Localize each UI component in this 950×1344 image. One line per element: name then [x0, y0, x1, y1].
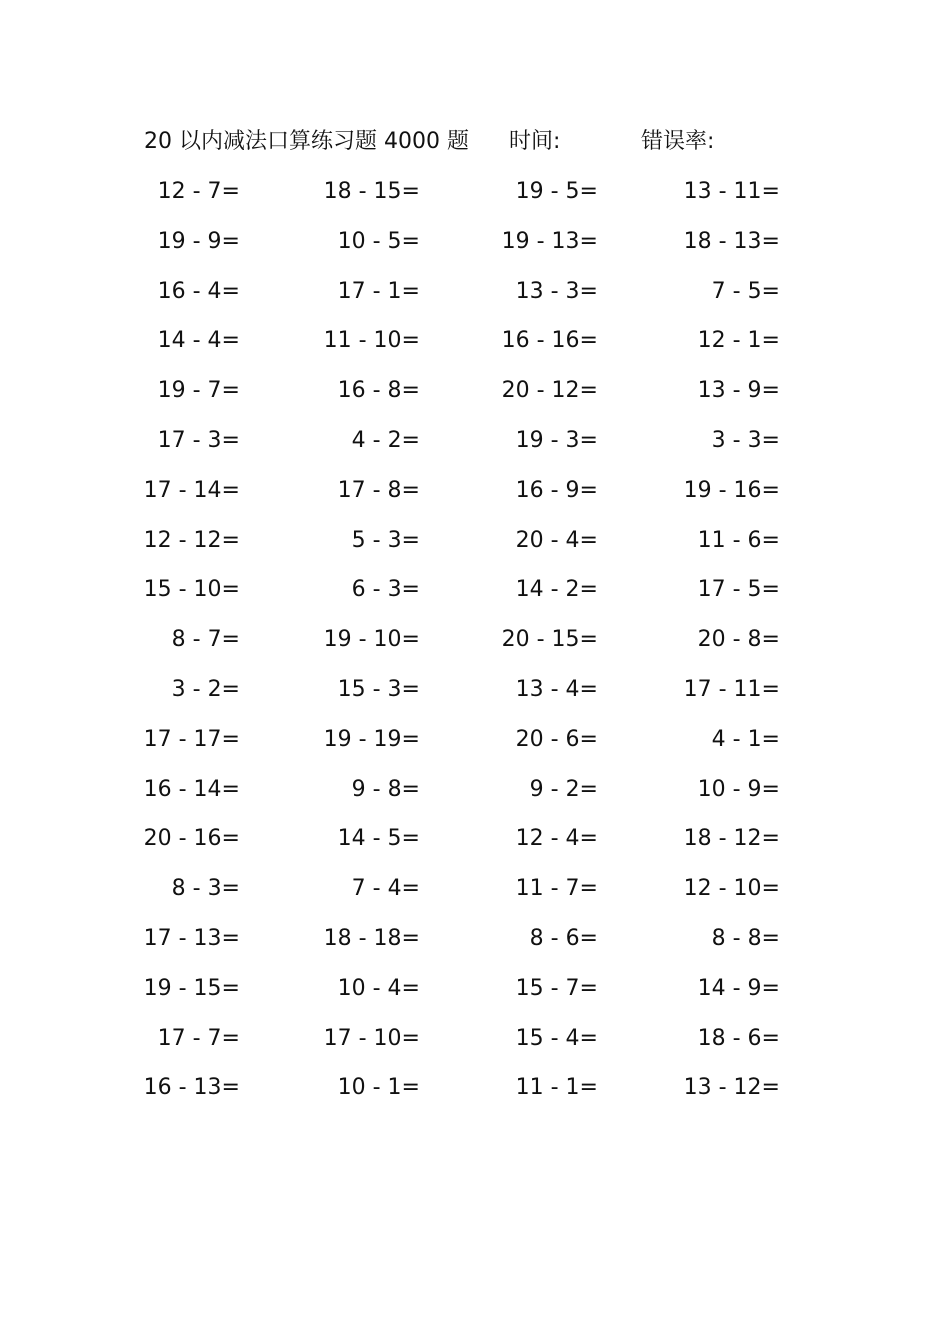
problem-row — [0, 723, 950, 773]
problem-item: 16 - 14= — [143, 776, 240, 802]
problem-row — [0, 872, 950, 922]
problem-item: 19 - 3= — [515, 427, 598, 453]
problem-row — [0, 424, 950, 474]
problem-row — [0, 374, 950, 424]
problem-item: 13 - 3= — [515, 278, 598, 304]
problem-item: 16 - 13= — [143, 1075, 240, 1101]
problem-item: 18 - 13= — [683, 228, 780, 254]
problem-item: 14 - 2= — [515, 577, 598, 603]
problem-item: 18 - 15= — [323, 179, 420, 204]
problem-item: 17 - 13= — [143, 925, 240, 951]
problem-item: 12 - 1= — [697, 328, 780, 354]
problem-item: 10 - 9= — [697, 776, 780, 802]
problem-item: 18 - 18= — [323, 925, 420, 951]
problem-item: 14 - 5= — [337, 826, 420, 852]
problem-item: 13 - 12= — [683, 1075, 780, 1101]
problem-item: 4 - 2= — [351, 427, 420, 453]
problem-item: 5 - 3= — [351, 527, 420, 553]
problem-item: 8 - 6= — [529, 925, 598, 951]
problem-row — [0, 225, 950, 275]
problem-item: 15 - 10= — [143, 577, 240, 603]
problem-item: 9 - 8= — [351, 776, 420, 802]
problem-item: 17 - 1= — [337, 278, 420, 304]
problem-item: 12 - 12= — [143, 527, 240, 553]
problem-item: 8 - 8= — [711, 925, 780, 951]
problem-item: 13 - 11= — [683, 179, 780, 204]
problem-item: 18 - 12= — [683, 826, 780, 852]
error-rate-label: 错误率: — [641, 129, 715, 154]
problem-item: 17 - 17= — [143, 726, 240, 752]
problem-item: 7 - 5= — [711, 278, 780, 304]
problem-item: 19 - 7= — [157, 378, 240, 404]
problem-item: 17 - 8= — [337, 477, 420, 503]
problem-row — [0, 623, 950, 673]
problem-item: 17 - 11= — [683, 676, 780, 702]
problem-item: 20 - 12= — [501, 378, 598, 404]
problem-item: 11 - 1= — [515, 1075, 598, 1101]
problem-item: 12 - 7= — [157, 179, 240, 204]
problem-item: 15 - 3= — [337, 676, 420, 702]
problem-row — [0, 573, 950, 623]
problem-row — [0, 324, 950, 374]
problem-row — [0, 773, 950, 823]
problem-item: 17 - 7= — [157, 1025, 240, 1051]
problem-item: 11 - 7= — [515, 876, 598, 902]
problem-item: 15 - 4= — [515, 1025, 598, 1051]
problem-item: 19 - 16= — [683, 477, 780, 503]
problem-item: 16 - 9= — [515, 477, 598, 503]
problem-item: 8 - 7= — [171, 627, 240, 653]
problem-row — [0, 175, 950, 225]
problem-item: 15 - 7= — [515, 975, 598, 1001]
problem-item: 7 - 4= — [351, 876, 420, 902]
problem-item: 13 - 9= — [697, 378, 780, 404]
problem-item: 20 - 15= — [501, 627, 598, 653]
problem-row — [0, 524, 950, 574]
problem-item: 14 - 4= — [157, 328, 240, 354]
problem-item: 16 - 16= — [501, 328, 598, 354]
problem-item: 11 - 6= — [697, 527, 780, 553]
problem-item: 20 - 6= — [515, 726, 598, 752]
problem-row — [0, 822, 950, 872]
problem-item: 6 - 3= — [351, 577, 420, 603]
problem-item: 17 - 14= — [143, 477, 240, 503]
problem-item: 9 - 2= — [529, 776, 598, 802]
problem-grid — [0, 175, 950, 1121]
problem-item: 20 - 16= — [143, 826, 240, 852]
problem-item: 17 - 10= — [323, 1025, 420, 1051]
problem-item: 3 - 3= — [711, 427, 780, 453]
problem-item: 4 - 1= — [711, 726, 780, 752]
problem-item: 10 - 4= — [337, 975, 420, 1001]
problem-row — [0, 474, 950, 524]
problem-item: 20 - 4= — [515, 527, 598, 553]
problem-item: 19 - 13= — [501, 228, 598, 254]
problem-item: 19 - 9= — [157, 228, 240, 254]
problem-row — [0, 673, 950, 723]
problem-item: 12 - 10= — [683, 876, 780, 902]
problem-row — [0, 275, 950, 325]
problem-item: 18 - 6= — [697, 1025, 780, 1051]
problem-item: 19 - 5= — [515, 179, 598, 204]
time-label: 时间: — [509, 129, 561, 154]
problem-row — [0, 1022, 950, 1072]
problem-item: 17 - 5= — [697, 577, 780, 603]
problem-item: 11 - 10= — [323, 328, 420, 354]
problem-item: 16 - 4= — [157, 278, 240, 304]
problem-row — [0, 922, 950, 972]
problem-item: 8 - 3= — [171, 876, 240, 902]
problem-item: 16 - 8= — [337, 378, 420, 404]
problem-row — [0, 1071, 950, 1121]
problem-item: 19 - 10= — [323, 627, 420, 653]
problem-item: 10 - 1= — [337, 1075, 420, 1101]
problem-item: 10 - 5= — [337, 228, 420, 254]
problem-item: 12 - 4= — [515, 826, 598, 852]
problem-item: 19 - 15= — [143, 975, 240, 1001]
problem-row — [0, 972, 950, 1022]
problem-item: 13 - 4= — [515, 676, 598, 702]
worksheet-title: 20 以内减法口算练习题 4000 题 — [144, 129, 469, 154]
problem-item: 14 - 9= — [697, 975, 780, 1001]
problem-item: 3 - 2= — [171, 676, 240, 702]
problem-item: 19 - 19= — [323, 726, 420, 752]
problem-item: 20 - 8= — [697, 627, 780, 653]
problem-item: 17 - 3= — [157, 427, 240, 453]
